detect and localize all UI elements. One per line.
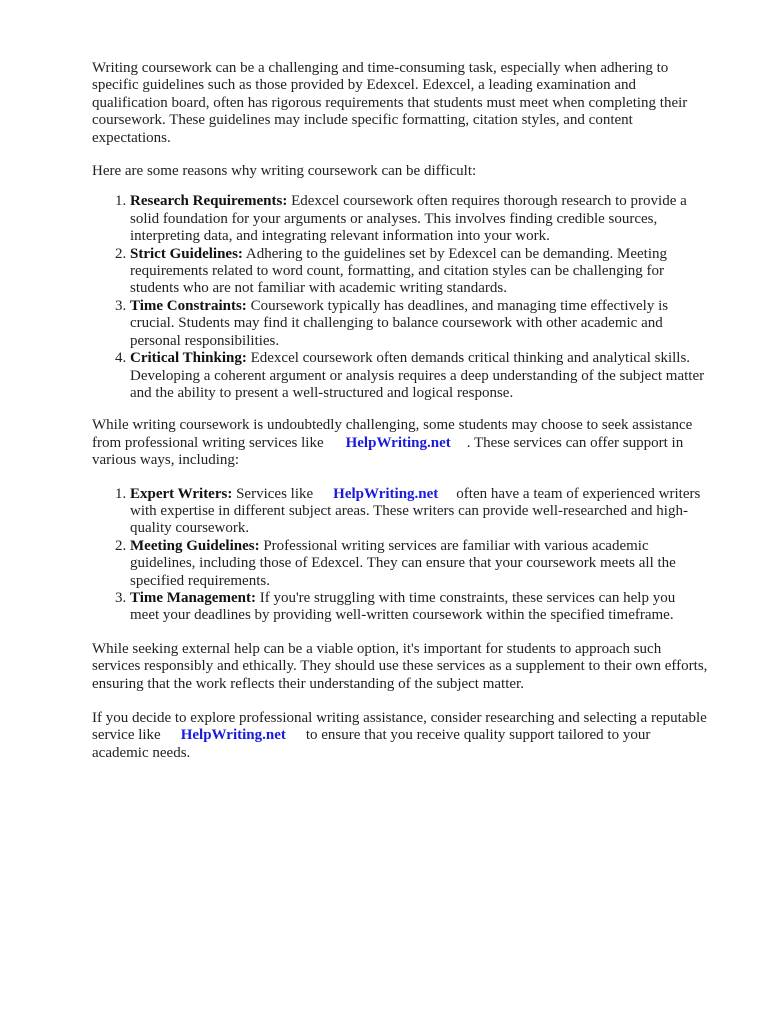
list-item-text: Edexcel coursework often demands critical thinking and analytical skills. Developing a coherent argument or analysis requires a deep understanding of the subject matter and the ability to present a well-structured and logical response. (130, 350, 705, 401)
helpwriting-link[interactable]: HelpWriting.net (180, 727, 286, 744)
list-item-strict-guidelines (130, 246, 708, 298)
list-item-text: Adhering to the guidelines set by Edexcel can be demanding. Meeting requirements related to word count, formatting, and citation styles can be challenging for students who are not familiar with academic writing standards. (130, 245, 667, 297)
assistance-text-after: . These services can offer support in various ways, including: (92, 434, 684, 469)
list-item-research-requirements (130, 193, 708, 245)
list-item-text: If you're struggling with time constraints, these services can help you meet your deadlines by providing well-written coursework within the specified timeframe. (130, 589, 676, 624)
list-item-label: Expert Writers: (130, 485, 233, 502)
list-item-label: Time Constraints: (130, 297, 247, 314)
intro-paragraph: Writing coursework can be a challenging and time-consuming task, especially when adhering to specific guidelines such as those provided by Edexcel. Edexcel, a leading examination and qualification board, often has rigorous requirements that students must meet when completing their coursework. These guidelines may include specific formatting, citation styles, and content expectations. (92, 60, 688, 146)
list-item-label: Research Requirements: (130, 193, 288, 210)
list-item-label: Critical Thinking: (130, 350, 247, 367)
closing-text-before: If you decide to explore professional writing assistance, consider researching and selecting a reputable service like (92, 710, 707, 744)
list-item-label: Strict Guidelines: (130, 245, 243, 262)
list-item-critical-thinking (130, 350, 708, 402)
helpwriting-link[interactable]: HelpWriting.net (345, 434, 451, 451)
assistance-text-before: While writing coursework is undoubtedly challenging, some students may choose to seek assistance from professional writing services like (92, 417, 693, 451)
ways-list (92, 486, 708, 625)
responsibility-paragraph: While seeking external help can be a viable option, it's important for students to approach such services responsibly and ethically. They should use these services as a supplement to their own efforts, ensuring that the work reflects their understanding of the subject matter. (92, 640, 708, 692)
list-item-text: Edexcel coursework often requires thorough research to provide a solid foundation for your arguments or analyses. This involves finding credible sources, interpreting data, and integrating relevant information into your work. (130, 193, 687, 245)
closing-paragraph (92, 710, 708, 762)
list-item-text: Professional writing services are familiar with various academic guidelines, including those of Edexcel. They can ensure that your coursework meets all the specified requirements. (130, 537, 676, 589)
list-item-label: Meeting Guidelines: (130, 537, 260, 554)
closing-text-after: to ensure that you receive quality support tailored to your academic needs. (92, 727, 651, 761)
list-item-text-after: often have a team of experienced writers with expertise in different subject areas. These writers can provide well-researched and high-quality coursework. (130, 485, 701, 537)
list-item-expert-writers (130, 486, 708, 538)
list-item-time-management (130, 590, 708, 625)
reasons-list (92, 193, 708, 402)
reasons-lead-paragraph: Here are some reasons why writing coursework can be difficult: (92, 163, 477, 180)
list-item-time-constraints (130, 298, 708, 350)
list-item-text-before: Services like (236, 485, 314, 502)
list-item-meeting-guidelines (130, 538, 708, 590)
list-item-label: Time Management: (130, 589, 256, 606)
helpwriting-link[interactable]: HelpWriting.net (333, 485, 439, 502)
list-item-text: Coursework typically has deadlines, and managing time effectively is crucial. Students may find it challenging to balance coursework with other academic and personal responsibilities. (130, 297, 669, 349)
assistance-paragraph (92, 417, 708, 469)
